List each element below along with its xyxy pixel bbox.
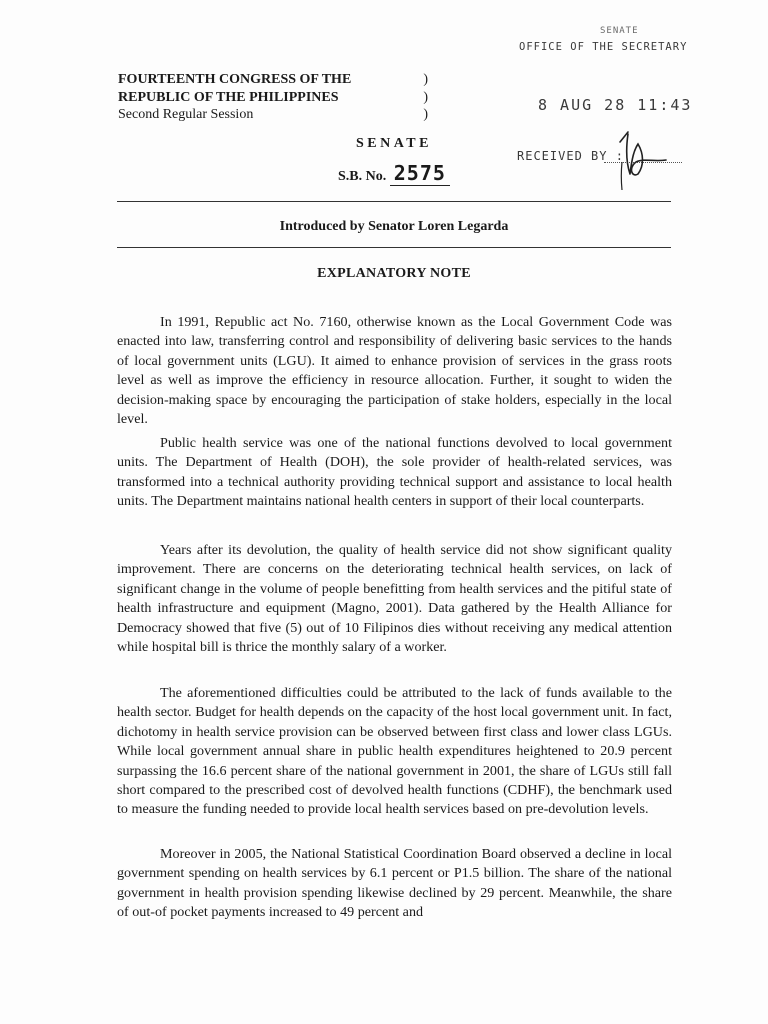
divider-top [117, 201, 671, 202]
bill-number [338, 161, 450, 186]
divider-bottom [117, 247, 671, 248]
stamp-senate: SENATE [600, 26, 639, 36]
header-row [118, 106, 428, 124]
header-row [118, 89, 428, 107]
republic-name: REPUBLIC OF THE PHILIPPINES [118, 89, 339, 105]
header-row [118, 71, 428, 89]
bill-prefix: S.B. No. [338, 169, 387, 184]
paragraph-2: Public health service was one of the national functions devolved to local government units. The Department of Health (DOH), the sole provider of health-related services, was transformed into a technical authority providing technical support and assistance to local health units. The Department maintains national health centers in support of their local counterparts. [117, 435, 672, 510]
stamp-office-secretary: OFFICE OF THE SECRETARY [519, 41, 688, 53]
session-name: Second Regular Session [118, 107, 254, 122]
senate-label: SENATE [356, 136, 432, 151]
introduced-by: Introduced by Senator Loren Legarda [279, 219, 509, 234]
bracket: ) [423, 107, 428, 122]
paragraph-5: Moreover in 2005, the National Statistical Coordination Board observed a decline in local government spending on health services by 6.1 percent or P1.5 billion. The share of the national government in health provision spending likewise declined by 29 percent. Meanwhile, the share of out-of pocket payments increased to 49 percent and [117, 846, 672, 921]
congress-name: FOURTEENTH CONGRESS OF THE [118, 72, 352, 87]
stamp-received-by: RECEIVED BY : [517, 149, 624, 163]
congress-header [118, 71, 428, 124]
paragraph-1: In 1991, Republic act No. 7160, otherwise known as the Local Government Code was enacted into law, transferring control and responsibility of delivering basic services to the hands of local government units (LGU). It aimed to enhance provision of services in the grass roots level as well as improve the efficiency in resource allocation. Further, it sought to widen the decision-making space by encouraging the participation of stake holders, especially in the local level. [117, 314, 672, 428]
bracket: ) [423, 72, 428, 87]
stamp-date-time: 8 AUG 28 11:43 [538, 96, 693, 114]
bracket: ) [423, 89, 428, 105]
paragraph-4: The aforementioned difficulties could be attributed to the lack of funds available to the health sector. Budget for health depends on the capacity of the host local government unit. In fact, dichotomy in health service provision can be observed between first class and lower class LGUs. While local government annual share in public health expenditures heightened to 20.9 percent surpassing the 16.6 percent share of the national government in 2001, the share of LGUs still fall short compared to the prescribed cost of devolved health functions (CDHF), the benchmark used to measure the funding needed to provide local health services based on pre-devolution levels. [117, 685, 672, 818]
document-heading: EXPLANATORY NOTE [317, 266, 471, 281]
signature-mark [614, 128, 668, 192]
paragraph-3: Years after its devolution, the quality of health service did not show significant quality improvement. There are concerns on the deteriorating technical health services, on lack of significant change in the volume of people benefitting from health services and the pitiful state of health infrastructure and equipment (Magno, 2001). Data gathered by the Health Alliance for Democracy showed that five (5) out of 10 Filipinos dies without receiving any medical attention while hospital bill is thrice the monthly salary of a worker. [117, 542, 672, 656]
bill-number-value: 2575 [390, 161, 450, 186]
